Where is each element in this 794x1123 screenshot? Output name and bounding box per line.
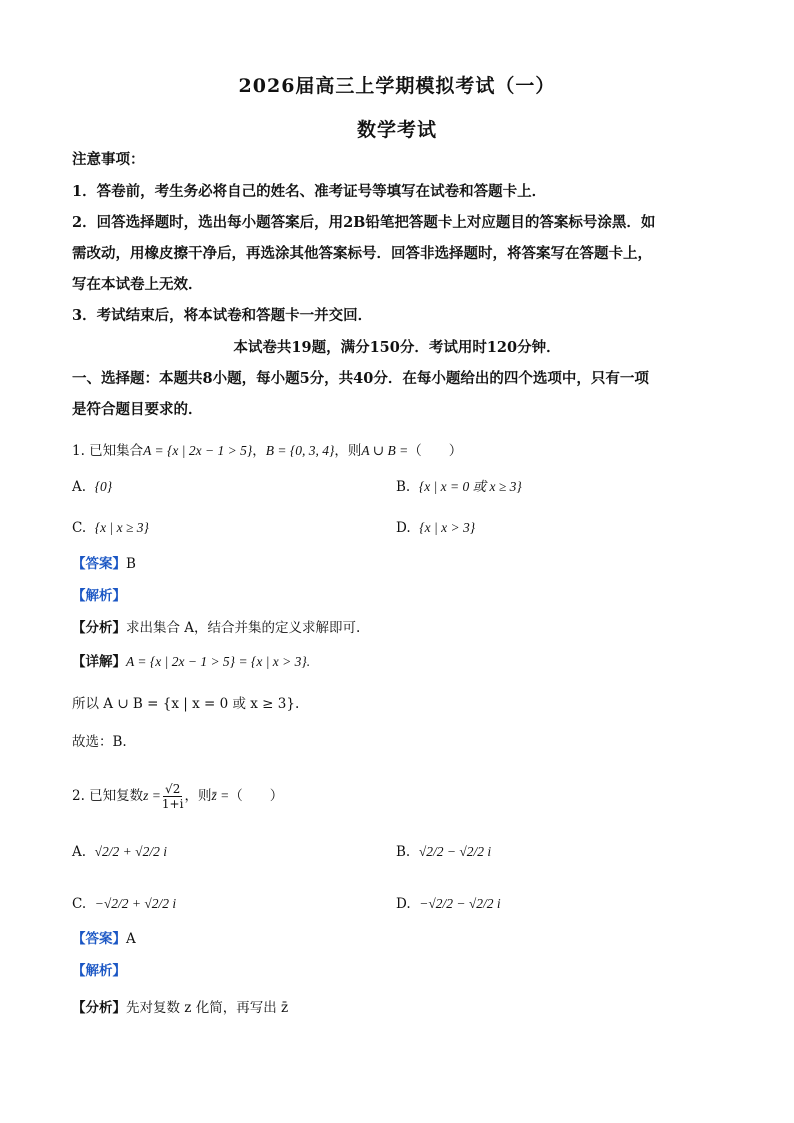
option-value: {x | x ≥ 3} bbox=[94, 520, 149, 535]
notice-item-2-line-1: 2．回答选择题时，选出每小题答案后，用2B铅笔把答题卡上对应题目的答案标号涂黑．如 bbox=[72, 214, 656, 231]
option-value: √2/2 − √2/2 i bbox=[418, 844, 492, 859]
option-label: A. bbox=[72, 479, 87, 495]
question-1-stem bbox=[72, 441, 722, 461]
question-1-set-b: B = {0, 3, 4} bbox=[265, 443, 335, 458]
question-1-paren: （ ） bbox=[408, 443, 463, 459]
xiangjie-tag: 【详解】 bbox=[72, 654, 126, 670]
question-2-option-c[interactable] bbox=[72, 894, 176, 914]
question-1-xiangjie bbox=[72, 652, 722, 672]
question-2-paren: （ ） bbox=[229, 788, 284, 804]
question-2-z: z = bbox=[143, 788, 161, 803]
question-2-fenxi bbox=[72, 998, 722, 1018]
exam-subtitle: 数学考试 bbox=[356, 119, 437, 141]
fenxi-text: 求出集合 A，结合并集的定义求解即可. bbox=[126, 620, 361, 636]
question-2-stem bbox=[72, 776, 722, 816]
xiangjie-text: A = {x | 2x − 1 > 5} = {x | x > 3}. bbox=[126, 654, 311, 669]
question-1-option-c[interactable] bbox=[72, 518, 149, 538]
question-1-fenxi bbox=[72, 618, 722, 638]
question-1-suffix: ，则 bbox=[334, 443, 362, 459]
section-1-heading-line-2: 是符合题目要求的． bbox=[72, 401, 203, 418]
option-label: B. bbox=[396, 844, 411, 860]
answer-tag: 【答案】 bbox=[72, 556, 126, 572]
option-value: √2/2 + √2/2 i bbox=[94, 844, 167, 859]
option-value: {x | x = 0 或 x ≥ 3} bbox=[418, 479, 522, 494]
answer-value: B bbox=[126, 556, 136, 572]
option-label: B. bbox=[396, 479, 411, 495]
question-2-analysis-tag: 【解析】 bbox=[72, 963, 126, 979]
question-1-analysis-tag: 【解析】 bbox=[72, 588, 126, 604]
fraction-denominator: 1+i bbox=[161, 796, 184, 811]
option-value: −√2/2 − √2/2 i bbox=[419, 896, 501, 911]
option-value: {0} bbox=[94, 479, 113, 494]
notice-item-2-line-2: 需改动，用橡皮擦干净后，再选涂其他答案标号．回答非选择题时，将答案写在答题卡上， bbox=[72, 245, 652, 262]
question-1-answer bbox=[72, 554, 722, 574]
notice-item-2-line-3: 写在本试卷上无效． bbox=[72, 276, 203, 293]
question-1-set-a: A = {x | 2x − 1 > 5} bbox=[143, 443, 253, 458]
question-2-option-d[interactable] bbox=[396, 894, 501, 914]
option-value: −√2/2 + √2/2 i bbox=[94, 896, 177, 911]
fenxi-tag: 【分析】 bbox=[72, 1000, 126, 1016]
notice-item-3: 3．考试结束后，将本试卷和答题卡一并交回． bbox=[72, 307, 373, 324]
question-1-option-b[interactable] bbox=[396, 477, 522, 497]
notice-item-1: 1．答卷前，考生务必将自己的姓名、准考证号等填写在试卷和答题卡上． bbox=[72, 183, 547, 200]
question-2-fraction bbox=[162, 782, 184, 811]
option-label: C. bbox=[72, 520, 87, 536]
section-1-heading-line-1: 一、选择题：本题共8小题，每小题5分，共40分．在每小题给出的四个选项中，只有一项 bbox=[72, 370, 649, 387]
exam-summary: 本试卷共19题，满分150分．考试用时120分钟． bbox=[233, 339, 561, 356]
option-label: A. bbox=[72, 844, 87, 860]
question-2-answer bbox=[72, 929, 722, 949]
question-1-option-d[interactable] bbox=[396, 518, 475, 538]
notice-heading: 注意事项： bbox=[72, 151, 145, 168]
question-2-option-a[interactable] bbox=[72, 842, 167, 862]
fraction-numerator: √2 bbox=[165, 781, 181, 796]
exam-title: 2026届高三上学期模拟考试（一） bbox=[238, 75, 556, 97]
question-1-prefix: 1. 已知集合 bbox=[72, 443, 144, 459]
option-value: {x | x > 3} bbox=[419, 520, 476, 535]
question-1-comma: ， bbox=[252, 443, 266, 459]
fenxi-tag: 【分析】 bbox=[72, 620, 126, 636]
option-label: C. bbox=[72, 896, 87, 912]
question-1-option-a[interactable] bbox=[72, 477, 112, 497]
question-1-union: A ∪ B = bbox=[361, 443, 409, 458]
question-2-mid: ，则 bbox=[184, 788, 212, 804]
option-label: D. bbox=[396, 896, 411, 912]
question-1-conclusion: 所以 A ∪ B = {x | x = 0 或 x ≥ 3}. bbox=[72, 696, 300, 712]
question-2-prefix: 2. 已知复数 bbox=[72, 788, 144, 804]
answer-tag: 【答案】 bbox=[72, 931, 126, 947]
question-2-option-b[interactable] bbox=[396, 842, 491, 862]
question-1-choice: 故选：B. bbox=[72, 734, 127, 750]
question-2-zbar: z̄ = bbox=[211, 788, 230, 803]
fenxi-text: 先对复数 z 化简，再写出 z̄ bbox=[126, 1000, 289, 1016]
answer-value: A bbox=[126, 931, 136, 947]
option-label: D. bbox=[396, 520, 411, 536]
